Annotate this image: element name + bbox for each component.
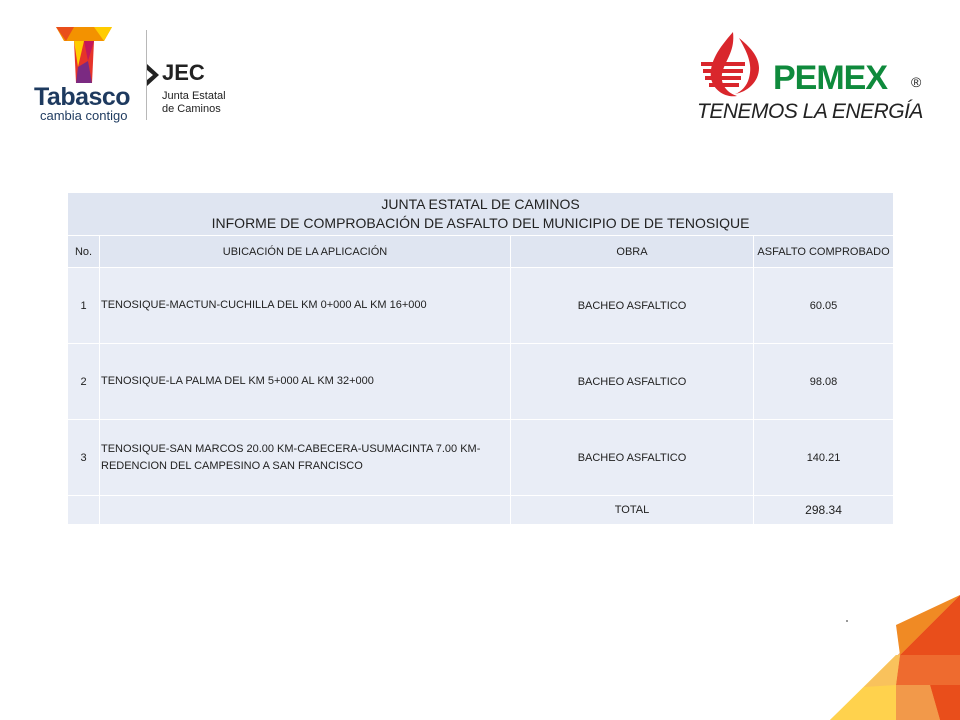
asphalt-report-table: [67, 192, 894, 525]
row-work: BACHEO ASFALTICO: [511, 268, 754, 344]
row-location: [100, 344, 511, 420]
row-location: [100, 268, 511, 344]
tabasco-t-icon: [54, 27, 114, 85]
column-header-location: UBICACIÓN DE LA APLICACIÓN: [100, 236, 511, 268]
pemex-wordmark: PEMEX: [773, 59, 888, 97]
column-header-row: [68, 236, 894, 268]
row-location-line2: REDENCION DEL CAMPESINO A SAN FRANCISCO: [101, 459, 363, 472]
column-header-work: OBRA: [511, 236, 754, 268]
row-number: 1: [68, 268, 100, 344]
row-location-line1: TENOSIQUE-SAN MARCOS 20.00 KM-CABECERA-USUMACINTA 7.00 KM-: [101, 442, 481, 455]
report-title-line1: JUNTA ESTATAL DE CAMINOS: [381, 196, 580, 212]
chevron-right-icon: [147, 64, 159, 86]
tabasco-logo: [34, 27, 146, 127]
column-header-asphalt: ASFALTO COMPROBADO: [754, 236, 894, 268]
report-title: [68, 193, 894, 236]
report-title-line2: INFORME DE COMPROBACIÓN DE ASFALTO DEL MUNICIPIO DE DE TENOSIQUE: [211, 215, 750, 231]
table-row: [68, 420, 894, 496]
row-location-line1: TENOSIQUE-MACTUN-CUCHILLA DEL KM 0+000 AL KM 16+000: [101, 299, 427, 311]
tabasco-slogan: cambia contigo: [40, 108, 128, 123]
jec-subtitle-line2: de Caminos: [162, 103, 221, 115]
corner-decoration: [830, 595, 960, 720]
jec-acronym: JEC: [162, 60, 205, 85]
tabasco-name: Tabasco: [34, 83, 131, 111]
jec-logo: [147, 60, 247, 130]
row-location-line1: TENOSIQUE-LA PALMA DEL KM 5+000 AL KM 32+000: [101, 375, 374, 387]
total-empty-cell: [100, 496, 511, 525]
total-label: TOTAL: [511, 496, 754, 525]
jec-subtitle-line1: Junta Estatal: [162, 90, 226, 102]
pemex-eagle-icon: [699, 32, 773, 98]
row-asphalt: 60.05: [754, 268, 894, 344]
table-row: [68, 344, 894, 420]
column-header-no: No.: [68, 236, 100, 268]
row-work: BACHEO ASFALTICO: [511, 420, 754, 496]
report-title-row: [68, 193, 894, 236]
row-work: BACHEO ASFALTICO: [511, 344, 754, 420]
row-asphalt: 140.21: [754, 420, 894, 496]
pemex-slogan: TENEMOS LA ENERGÍA: [697, 100, 923, 123]
pemex-logo: [697, 32, 937, 127]
row-asphalt: 98.08: [754, 344, 894, 420]
row-location: [100, 420, 511, 496]
total-value: 298.34: [754, 496, 894, 525]
total-row: [68, 496, 894, 525]
registered-mark: ®: [911, 74, 922, 90]
row-number: 3: [68, 420, 100, 496]
row-number: 2: [68, 344, 100, 420]
table-row: [68, 268, 894, 344]
jec-subtitle: [162, 90, 226, 116]
total-empty-cell: [68, 496, 100, 525]
